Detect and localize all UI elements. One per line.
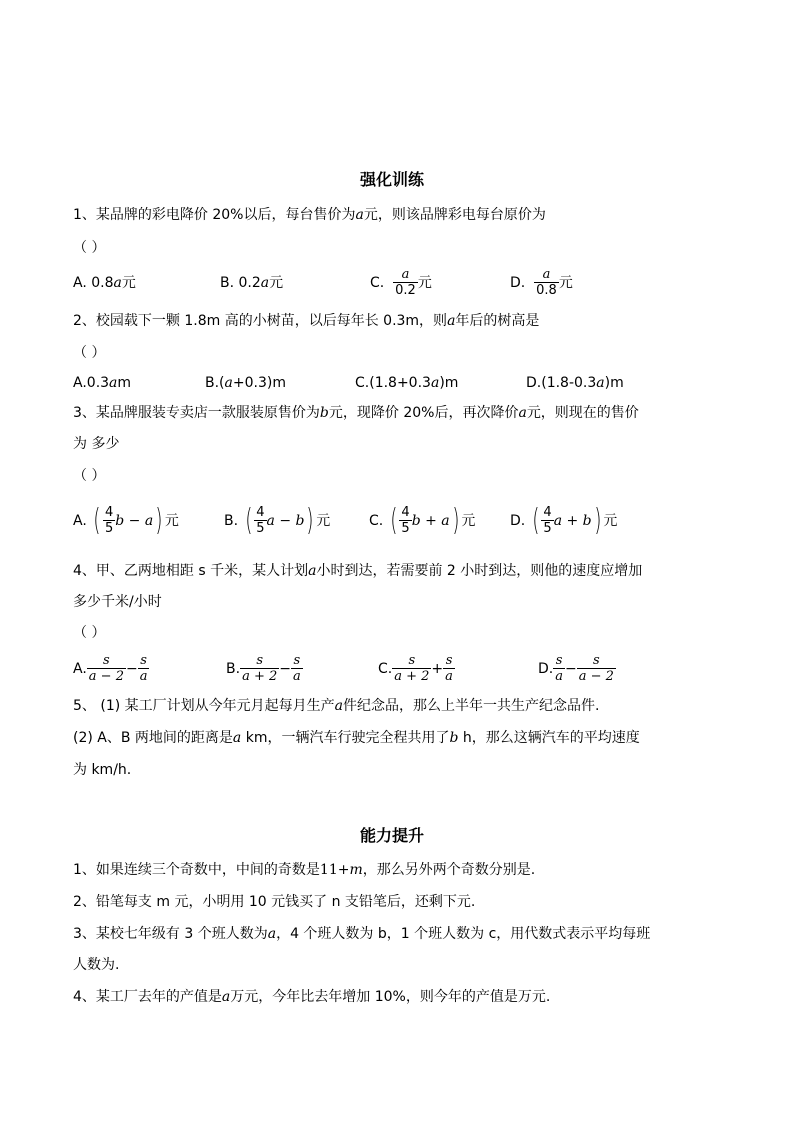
q1-text: 1、某品牌的彩电降价 20%以后，每台售价为	[73, 207, 356, 223]
section-title-strengthen: 强化训练	[360, 170, 425, 189]
ability-question-1: 1、如果连续三个奇数中，中间的奇数是11+m，那么另外两个奇数分别是.	[73, 862, 536, 878]
q4-option-d: D. $\frac{s}{a}$ − $\frac{s}{a - 2}$	[538, 652, 614, 684]
ability-question-3-line2: 人数为.	[73, 957, 120, 973]
q3-option-d: D. ( $\frac{4}{5}$ a + b ) 元	[510, 503, 618, 538]
q3-option-c: C. ( $\frac{4}{5}$ b + a ) 元	[369, 503, 476, 538]
q1-option-a	[73, 268, 136, 298]
q1-optb-var: a	[260, 275, 270, 291]
q1-optc-fraction: $\frac{a}{0.2}$	[395, 266, 416, 298]
ability-question-3: 3、某校七年级有 3 个班人数为a，4 个班人数为 b，1 个班人数为 c，用代数式表示平均每班	[73, 926, 651, 942]
q4-text: 4、甲、乙两地相距 s 千米，某人计划	[73, 563, 309, 579]
q1-opta-unit: 元	[121, 275, 136, 291]
q1-answer-blank: （ ）	[73, 240, 106, 256]
question-5-part1: 5、 (1) 某工厂计划从今年元月起每月生产a件纪念品，那么上半年一共生产纪念品件.	[73, 698, 600, 714]
question-1	[73, 208, 546, 222]
q3-var-a: a	[518, 405, 527, 421]
q2-option-c: C.(1.8+0.3a)m	[355, 375, 459, 391]
q1-text2: 元，则该品牌彩电每台原价为	[363, 207, 546, 223]
q4-option-a: A. $\frac{s}{a - 2}$ − $\frac{s}{a}$	[73, 652, 148, 684]
q1-option-b	[220, 268, 283, 298]
q1-optb-unit: 元	[269, 275, 284, 291]
q4-text2: 小时到达，若需要前 2 小时到达，则他的速度应增加	[316, 563, 643, 579]
q4-option-c: C. $\frac{s}{a + 2}$ + $\frac{s}{a}$	[378, 652, 453, 684]
q3-option-b: B. ( $\frac{4}{5}$ a − b ) 元	[224, 503, 331, 538]
q2-answer-blank: （ ）	[73, 345, 106, 361]
q4-var: a	[308, 563, 317, 579]
q3-text: 3、某品牌服装专卖店一款服装原售价为	[73, 405, 320, 421]
q1-option-d	[510, 266, 573, 300]
question-3	[73, 406, 639, 420]
q3-text2: 元，现降价 20%后，再次降价	[328, 405, 519, 421]
q1-opta-var: a	[113, 275, 122, 291]
question-4	[73, 564, 642, 578]
q4-answer-blank: （ ）	[73, 625, 106, 641]
q1-optc-label: C.	[370, 275, 385, 291]
q2-text: 2、校园载下一颗 1.8m 高的小树苗，以后每年长 0.3m，则	[73, 313, 448, 329]
q1-opta-label: A. 0.8	[73, 275, 114, 291]
q2-var: a	[447, 313, 456, 329]
q3-var-b: b	[319, 405, 329, 421]
q1-optd-fraction: $\frac{a}{0.8}$	[536, 266, 557, 298]
q2-option-b: B.(a+0.3)m	[205, 375, 286, 391]
q3-answer-blank: （ ）	[73, 468, 106, 484]
q1-var: a	[355, 207, 364, 223]
q4-line2: 多少千米/小时	[73, 594, 162, 610]
q2-text2: 年后的树高是	[455, 313, 540, 329]
question-5-line3: 为 km/h.	[73, 762, 132, 778]
q3-text3: 元，则现在的售价	[526, 405, 639, 421]
q1-optb-label: B. 0.2	[220, 275, 261, 291]
q3-line2: 为 多少	[73, 436, 120, 452]
question-2	[73, 314, 539, 328]
q1-optd-label: D.	[510, 275, 526, 291]
q4-option-b: B. $\frac{s}{a + 2}$ − $\frac{s}{a}$	[226, 652, 301, 684]
ability-question-4: 4、某工厂去年的产值是a万元，今年比去年增加 10%，则今年的产值是万元.	[73, 989, 551, 1005]
q1-option-c	[370, 266, 432, 300]
ability-question-2: 2、铅笔每支 m 元，小明用 10 元钱买了 n 支铅笔后，还剩下元.	[73, 894, 476, 910]
q3-option-a: A. ( $\frac{4}{5}$ b − a ) 元	[73, 503, 179, 538]
question-5-part2: (2) A、B 两地间的距离是a km，一辆汽车行驶完全程共用了b h，那么这辆汽车的平均速度	[73, 730, 640, 746]
q1-optc-unit: 元	[417, 275, 432, 291]
q2-option-a: A.0.3am	[73, 375, 132, 391]
q2-option-d: D.(1.8-0.3a)m	[526, 375, 624, 391]
q1-optd-unit: 元	[558, 275, 573, 291]
section-title-ability: 能力提升	[360, 826, 425, 845]
